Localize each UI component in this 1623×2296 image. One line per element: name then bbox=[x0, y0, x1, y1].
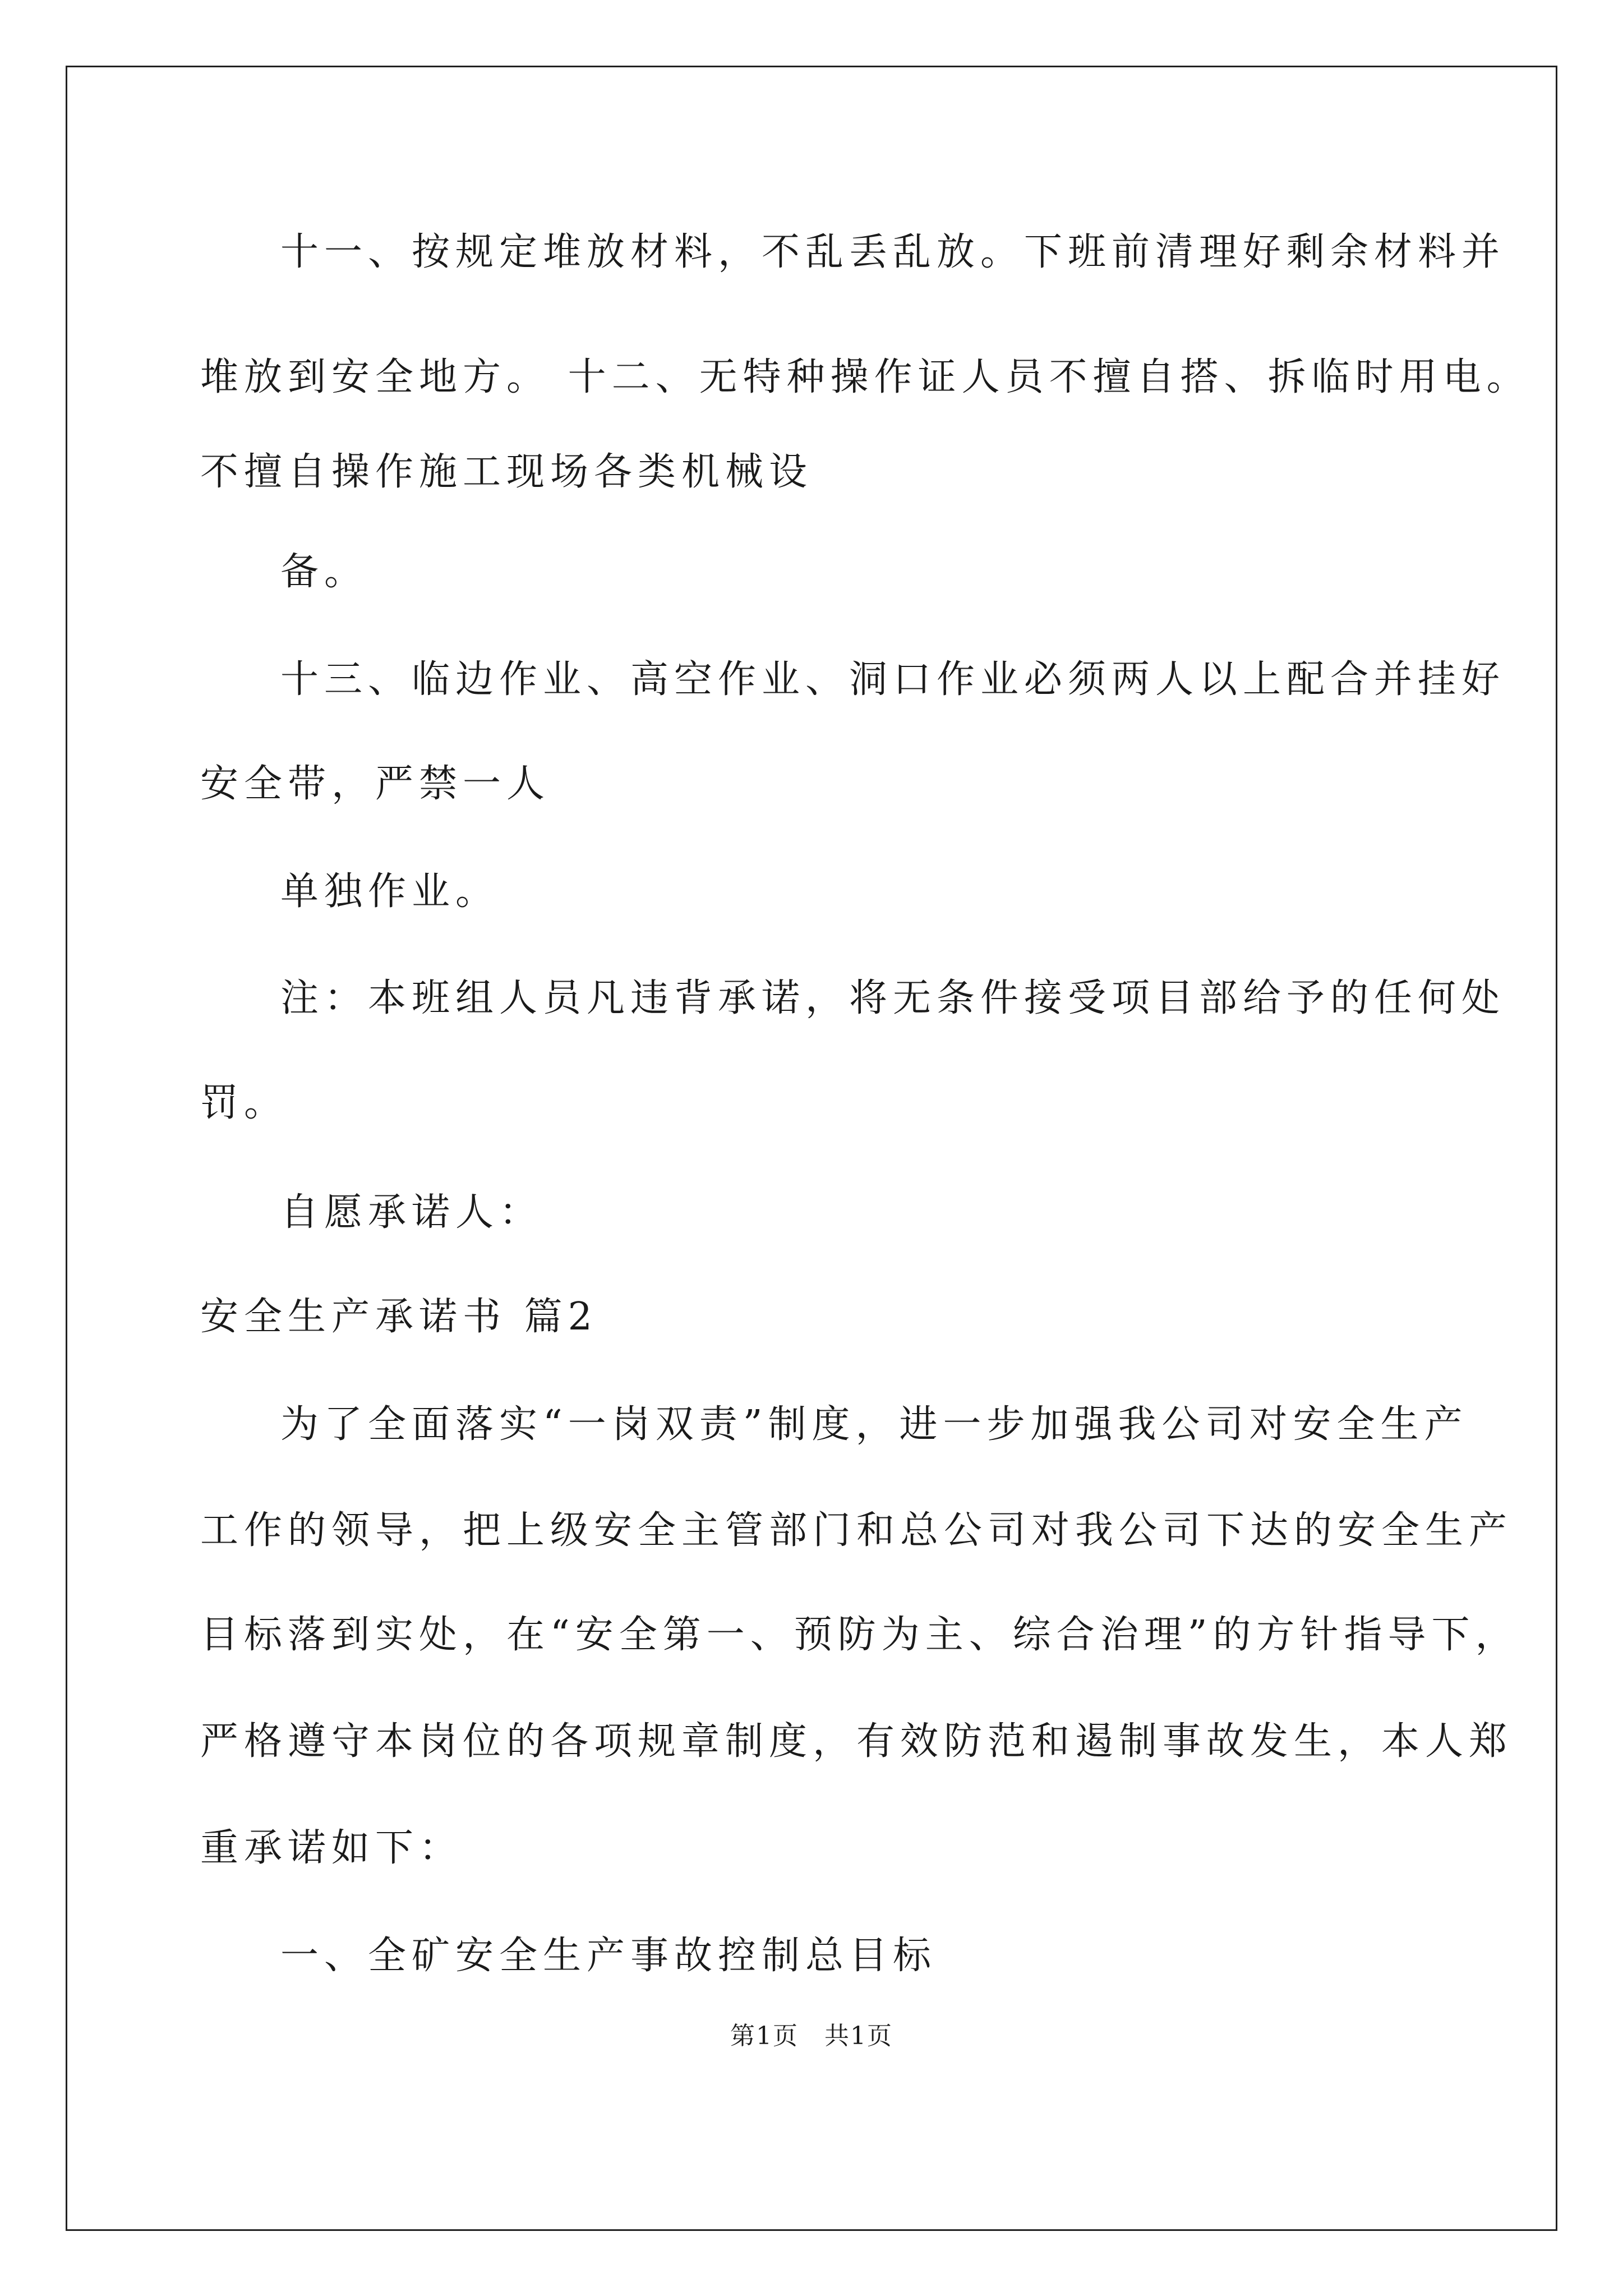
paragraph-line: 堆放到安全地方。 十二、无特种操作证人员不擅自搭、拆临时用电。 bbox=[200, 355, 1530, 399]
paragraph-line: 不擅自操作施工现场各类机械设 bbox=[200, 450, 813, 494]
paragraph-line: 十一、按规定堆放材料，不乱丢乱放。下班前清理好剩余材料并 bbox=[280, 230, 1506, 274]
paragraph-line: 单独作业。 bbox=[280, 869, 500, 914]
paragraph-line: 注：本班组人员凡违背承诺，将无条件接受项目部给予的任何处 bbox=[280, 976, 1506, 1020]
paragraph-line: 安全带，严禁一人 bbox=[200, 762, 551, 806]
paragraph-line: 备。 bbox=[280, 550, 368, 594]
paragraph-line: 严格遵守本岗位的各项规章制度，有效防范和遏制事故发生，本人郑 bbox=[200, 1719, 1513, 1764]
paragraph-line: 十三、临边作业、高空作业、洞口作业必须两人以上配合并挂好 bbox=[280, 657, 1506, 702]
page-number-footer: 第1页 共1页 bbox=[730, 2022, 893, 2050]
paragraph-line: 一、全矿安全生产事故控制总目标 bbox=[280, 1934, 937, 1978]
paragraph-line: 罚。 bbox=[200, 1081, 288, 1125]
paragraph-line: 目标落到实处，在“安全第一、预防为主、综合治理”的方针指导下， bbox=[200, 1613, 1519, 1657]
paragraph-line: 自愿承诺人： bbox=[280, 1190, 543, 1235]
paragraph-line: 工作的领导，把上级安全主管部门和总公司对我公司下达的安全生产 bbox=[200, 1508, 1513, 1553]
section-heading: 安全生产承诺书 篇2 bbox=[200, 1295, 598, 1339]
paragraph-line: 重承诺如下： bbox=[200, 1826, 463, 1870]
paragraph-line: 为了全面落实“一岗双责”制度，进一步加强我公司对安全生产 bbox=[280, 1402, 1468, 1447]
